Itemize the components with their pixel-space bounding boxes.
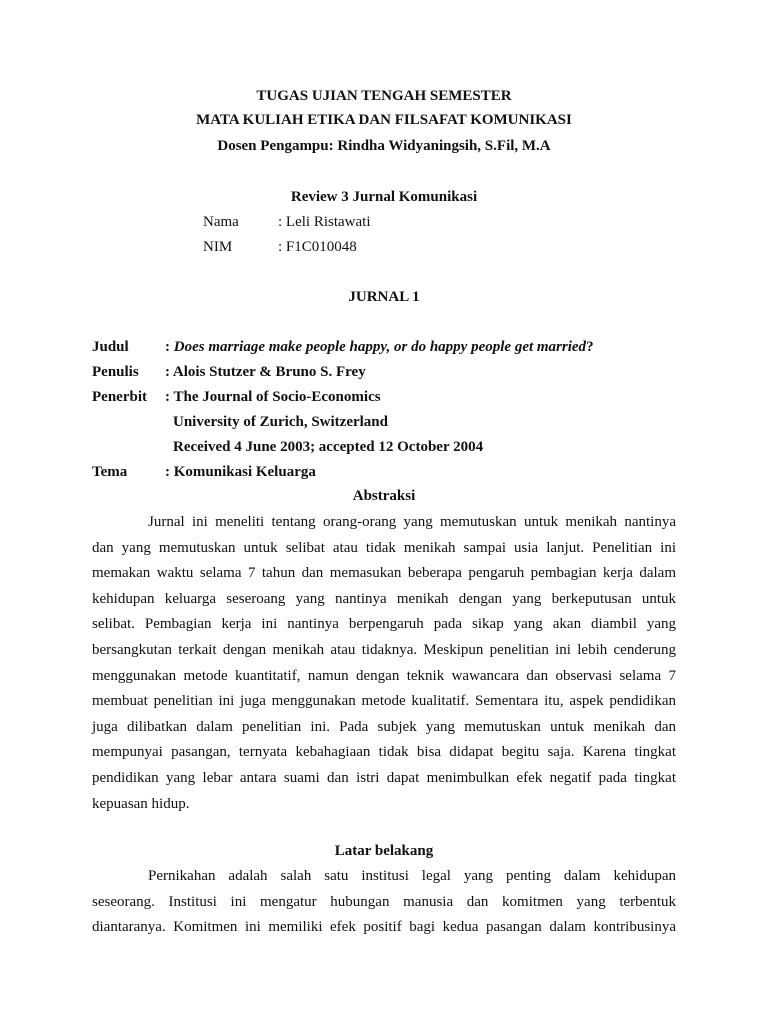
latar-paragraph bbox=[92, 864, 676, 941]
nama-label: Nama bbox=[203, 214, 239, 230]
review-heading: Review 3 Jurnal Komunikasi bbox=[290, 189, 478, 205]
penerbit-value: : The Journal of Socio-Economics bbox=[165, 389, 381, 405]
nama-row bbox=[203, 214, 370, 231]
abstraksi-line: menggunakan metode kuantitatif, namun dengan teknik wawancara dan observasi selama 7 bbox=[92, 667, 676, 684]
penulis-label: Penulis bbox=[92, 364, 139, 380]
abstraksi-line: bersangkutan terkait dengan menikah atau tidaknya. Meskipun penelitian ini lebih cenderung bbox=[92, 641, 676, 658]
nim-value: : F1C010048 bbox=[278, 239, 357, 255]
abstraksi-heading: Abstraksi bbox=[352, 488, 416, 504]
latar-line: diantaranya. Komitmen ini memiliki efek positif bagi kedua pasangan dalam kontribusinya bbox=[92, 919, 676, 936]
judul-label: Judul bbox=[92, 339, 129, 355]
title-line-2: MATA KULIAH ETIKA DAN FILSAFAT KOMUNIKASI bbox=[196, 112, 572, 128]
judul-prefix: : bbox=[165, 339, 174, 355]
dosen-line: Dosen Pengampu: Rindha Widyaningsih, S.Fil, M.A bbox=[217, 138, 551, 154]
abstraksi-line: kepuasan hidup. bbox=[92, 795, 190, 812]
abstraksi-paragraph bbox=[92, 510, 676, 817]
nama-value: : Leli Ristawati bbox=[278, 214, 371, 230]
abstraksi-line: mempunyai pasangan, ternyata kebahagiaan tidak bisa didapat begitu saja. Karena tingkat bbox=[92, 744, 676, 761]
penerbit-line-3 bbox=[92, 439, 483, 456]
nim-label: NIM bbox=[203, 239, 233, 255]
abstraksi-line: juga dilibatkan dalam penelitian ini. Pada subjek yang memutuskan untuk menikah dan bbox=[92, 718, 676, 735]
penulis-value: : Alois Stutzer & Bruno S. Frey bbox=[165, 364, 366, 380]
abstraksi-line: pendidikan yang lebar antara suami dan istri dapat menimbulkan efek negatif pada tingkat bbox=[92, 769, 676, 786]
abstraksi-line: memakan waktu selama 7 tahun dan memasukan beberapa pengaruh pembagian kerja dalam bbox=[92, 565, 676, 582]
penerbit-university: University of Zurich, Switzerland bbox=[173, 414, 388, 430]
tema-value: : Komunikasi Keluarga bbox=[165, 464, 316, 480]
latar-line: Pernikahan adalah salah satu institusi legal yang penting dalam kehidupan bbox=[148, 868, 676, 884]
abstraksi-line: dan yang memutuskan untuk selibat atau tidak menikah sampai usia lanjut. Penelitian ini bbox=[92, 539, 676, 556]
latar-heading: Latar belakang bbox=[334, 843, 434, 859]
judul-value: Does marriage make people happy, or do happy people get married bbox=[173, 339, 587, 355]
penerbit-label: Penerbit bbox=[92, 389, 147, 405]
judul-suffix: ? bbox=[586, 339, 594, 355]
jurnal-heading: JURNAL 1 bbox=[348, 289, 420, 305]
penerbit-received: Received 4 June 2003; accepted 12 October 2004 bbox=[173, 439, 484, 455]
judul-row bbox=[92, 339, 594, 356]
penerbit-line-2 bbox=[92, 414, 388, 431]
title-line-1: TUGAS UJIAN TENGAH SEMESTER bbox=[256, 88, 512, 104]
abstraksi-line: kehidupan keluarga seseroang yang nantinya menikah dengan yang berkeputusan untuk bbox=[92, 590, 676, 607]
penulis-row bbox=[92, 364, 366, 381]
nim-row bbox=[203, 239, 357, 256]
abstraksi-line: Jurnal ini meneliti tentang orang-orang yang memutuskan untuk menikah nantinya bbox=[148, 514, 676, 530]
latar-line: seseorang. Institusi ini mengatur hubungan manusia dan komitmen yang terbentuk bbox=[92, 893, 676, 910]
abstraksi-line: membuat penelitian ini juga menggunakan metode kualitatif. Sementara itu, aspek pendidikan bbox=[92, 693, 676, 710]
abstraksi-line: selibat. Pembagian kerja ini nantinya berpengaruh pada sikap yang akan diambil yang bbox=[92, 616, 676, 633]
tema-label: Tema bbox=[92, 464, 128, 480]
penerbit-row bbox=[92, 389, 381, 406]
tema-row bbox=[92, 464, 316, 481]
